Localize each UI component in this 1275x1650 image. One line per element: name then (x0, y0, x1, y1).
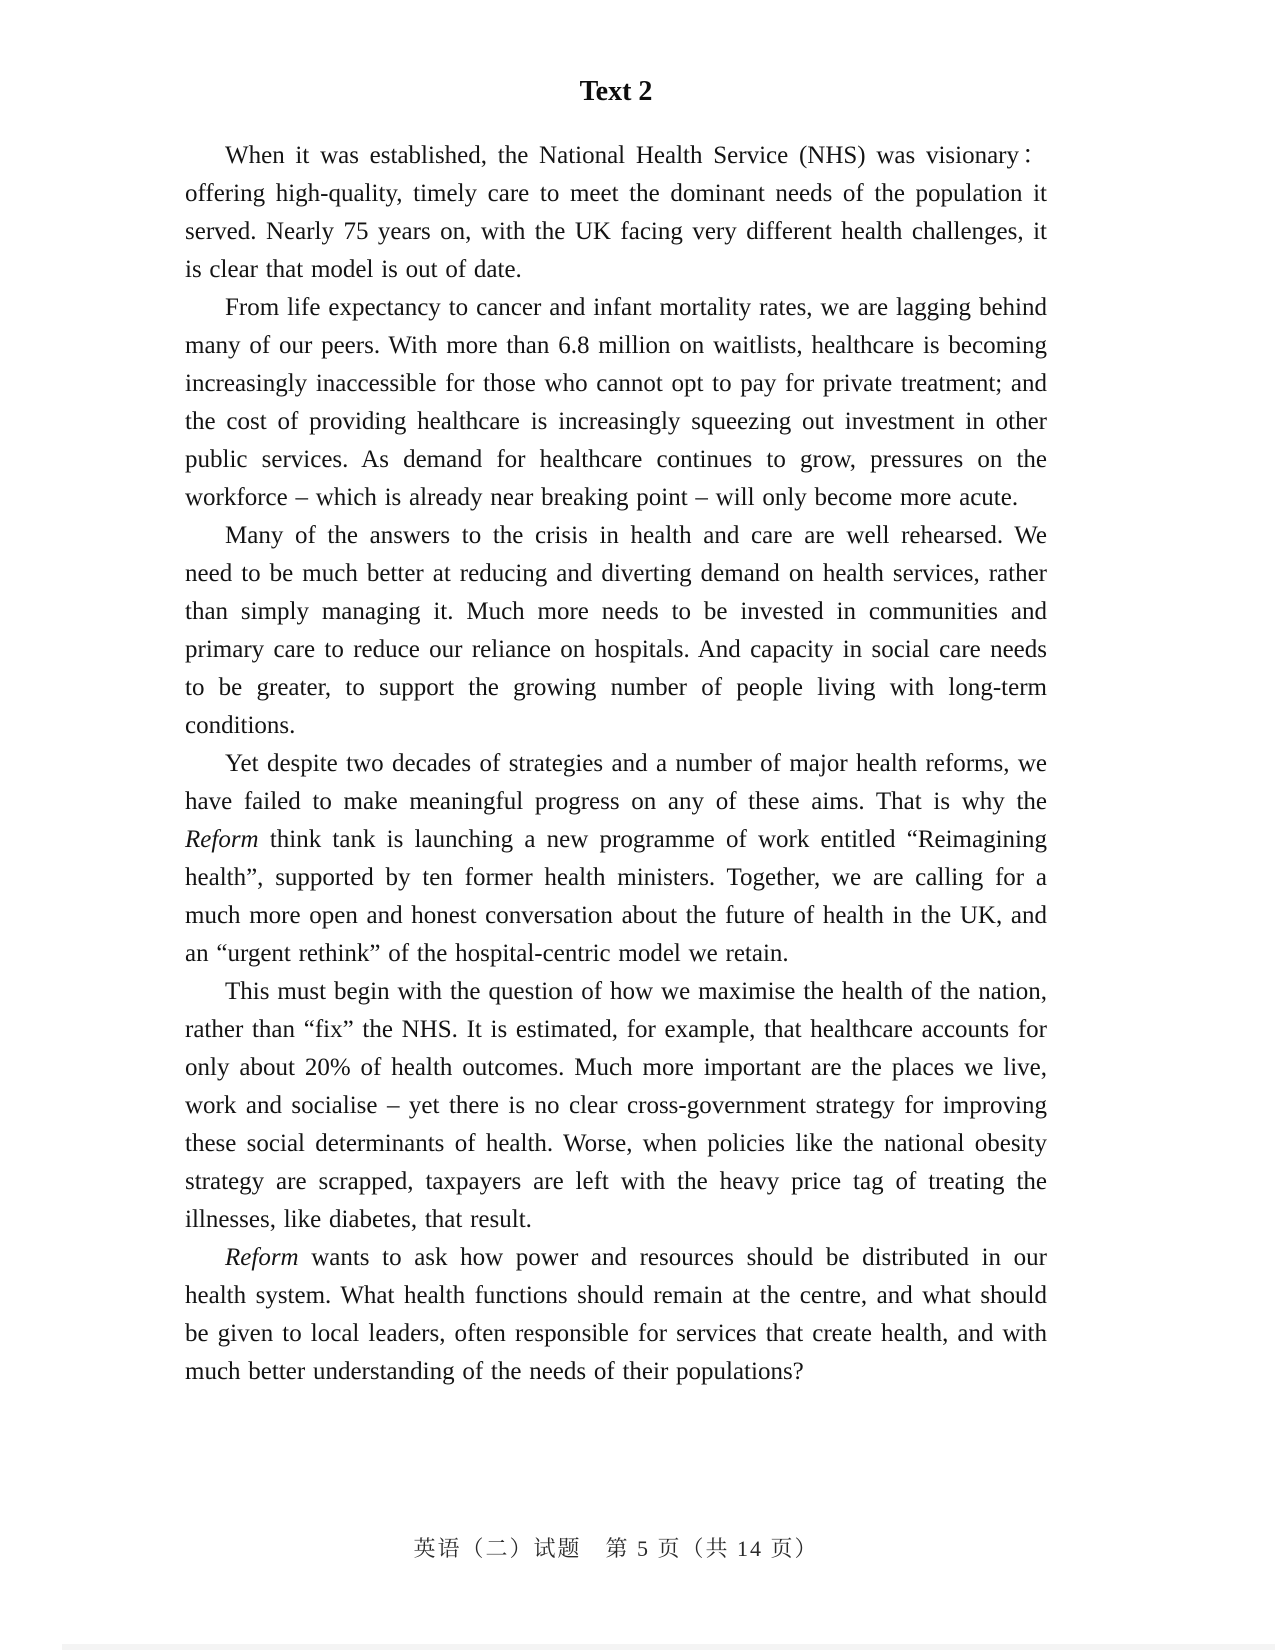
paragraph (185, 289, 1047, 517)
paragraph (185, 973, 1047, 1239)
text-run: From life expectancy to cancer and infant mortality rates, we are lagging behind many of our peers. With more than 6.8 million on waitlists, healthcare is becoming increasingly inaccessible for those who cannot opt to pay for private treatment; and the cost of providing healthcare is increasingly squeezing out investment in other public services. As demand for healthcare continues to grow, pressures on the workforce – which is already near breaking point – will only become more acute. (185, 294, 1047, 511)
italic-term: Reform (225, 1244, 299, 1271)
paragraph (185, 745, 1047, 973)
page-title: Text 2 (579, 76, 653, 107)
italic-term: Reform (185, 826, 259, 853)
text-run: think tank is launching a new programme of work entitled “Reimagining health”, supported by ten former health ministers. Together, we are calling for a much more open and honest conversation about the future of health in the UK, and an “urgent rethink” of the hospital-centric model we retain. (185, 826, 1047, 967)
paragraph (185, 1239, 1047, 1391)
scan-edge-artifact (62, 1644, 1275, 1650)
paragraph (185, 137, 1047, 289)
page-footer: 英语（二）试题 第 5 页（共 14 页） (413, 1536, 819, 1561)
paragraph (185, 517, 1047, 745)
text-run: When it was established, the National Health Service (NHS) was visionary：offering high-quality, timely care to meet the dominant needs of the population it served. Nearly 75 years on, with the UK facing very different health challenges, it is clear that model is out of date. (185, 142, 1047, 283)
text-run: Yet despite two decades of strategies and a number of major health reforms, we have failed to make meaningful progress on any of these aims. That is why the (185, 750, 1047, 815)
text-run: Many of the answers to the crisis in health and care are well rehearsed. We need to be much better at reducing and diverting demand on health services, rather than simply managing it. Much more needs to be invested in communities and primary care to reduce our reliance on hospitals. And capacity in social care needs to be greater, to support the growing number of people living with long-term conditions. (185, 522, 1047, 739)
article-body (185, 137, 1047, 1391)
text-run: wants to ask how power and resources should be distributed in our health system. What health functions should remain at the centre, and what should be given to local leaders, often responsible for services that create health, and with much better understanding of the needs of their populations? (185, 1244, 1047, 1385)
text-run: This must begin with the question of how we maximise the health of the nation, rather than “fix” the NHS. It is estimated, for example, that healthcare accounts for only about 20% of health outcomes. Much more important are the places we live, work and socialise – yet there is no clear cross-government strategy for improving these social determinants of health. Worse, when policies like the national obesity strategy are scrapped, taxpayers are left with the heavy price tag of treating the illnesses, like diabetes, that result. (185, 978, 1047, 1233)
